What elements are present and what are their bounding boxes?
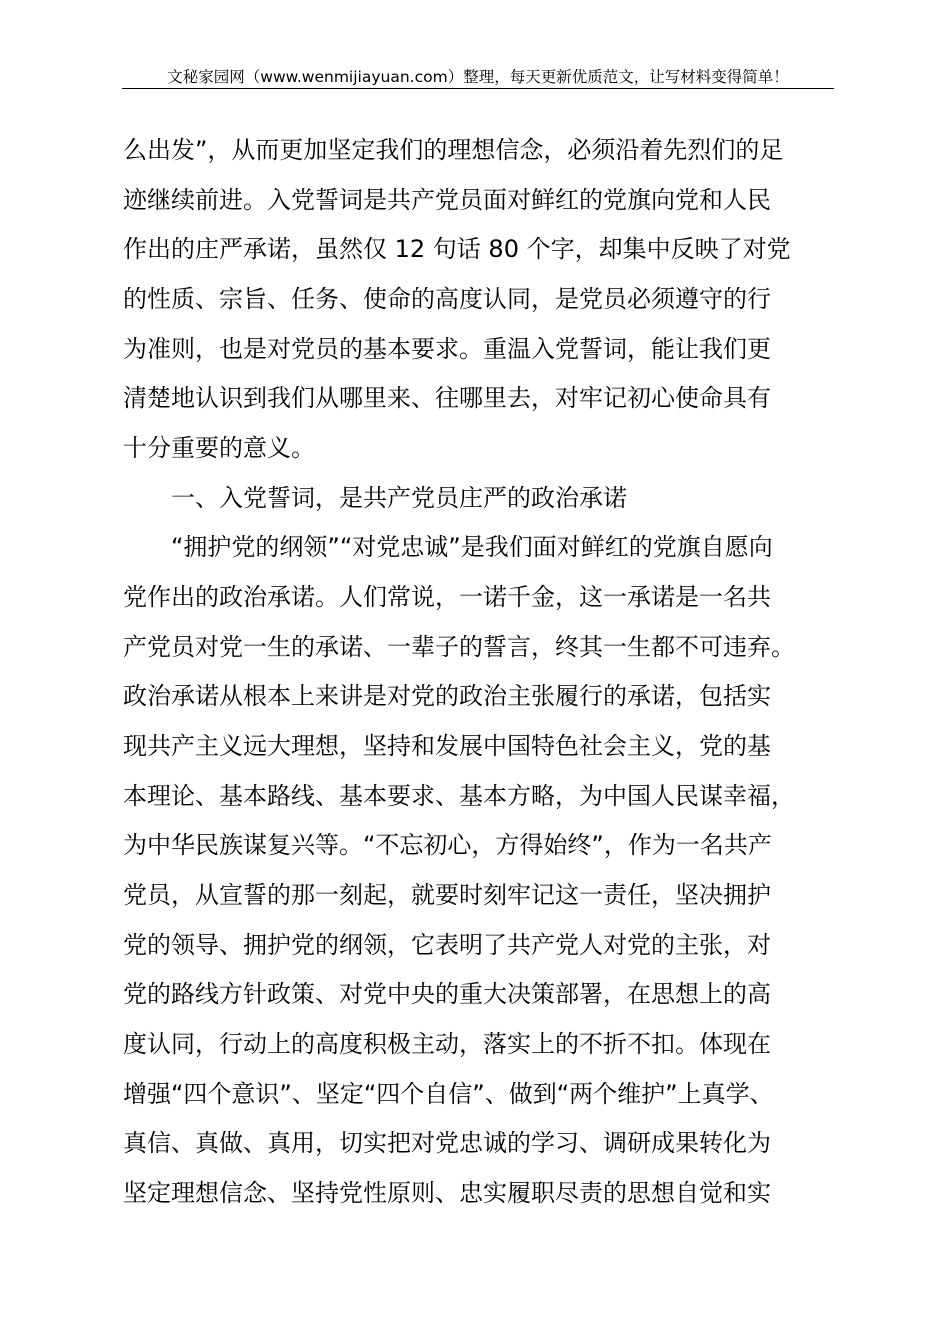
text-line: 十分重要的意义。 (123, 434, 315, 462)
text-line: 党的路线方针政策、对党中央的重大决策部署，在思想上的高 (123, 980, 771, 1008)
text-line: 坚定理想信念、坚持党性原则、忠实履职尽责的思想自觉和实 (123, 1179, 771, 1207)
text-line: 真信、真做、真用，切实把对党忠诚的学习、调研成果转化为 (123, 1129, 771, 1157)
text-line: 增强“四个意识”、坚定“四个自信”、做到“两个维护”上真学、 (123, 1080, 774, 1108)
text-line: 本理论、基本路线、基本要求、基本方略，为中国人民谋幸福， (123, 782, 795, 810)
text-line: 迹继续前进。入党誓词是共产党员面对鲜红的党旗向党和人民 (123, 186, 771, 214)
text-line: 党员，从宣誓的那一刻起，就要时刻牢记这一责任，坚决拥护 (123, 881, 771, 909)
text-line: 么出发”，从而更加坚定我们的理想信念，必须沿着先烈们的足 (123, 136, 784, 164)
text-line: 作出的庄严承诺，虽然仅 12 句话 80 个字，却集中反映了对党 (123, 235, 791, 263)
text-line: “拥护党的纲领”“对党忠诚”是我们面对鲜红的党旗自愿向 (123, 533, 773, 561)
text-line: 现共产主义远大理想，坚持和发展中国特色社会主义，党的基 (123, 732, 771, 760)
text-line: 为中华民族谋复兴等。“不忘初心，方得始终”，作为一名共产 (123, 831, 772, 859)
section-heading: 一、入党誓词，是共产党员庄严的政治承诺 (123, 484, 627, 512)
page-header: 文秘家园网（www.wenmijiayuan.com）整理，每天更新优质范文，让写材料变得简单！ (167, 68, 789, 86)
text-line: 清楚地认识到我们从哪里来、往哪里去，对牢记初心使命具有 (123, 384, 771, 412)
text-line: 产党员对党一生的承诺、一辈子的誓言，终其一生都不可违弃。 (123, 633, 795, 661)
text-line: 政治承诺从根本上来讲是对党的政治主张履行的承诺，包括实 (123, 682, 771, 710)
text-line: 的性质、宗旨、任务、使命的高度认同，是党员必须遵守的行 (123, 285, 771, 313)
text-line: 党作出的政治承诺。人们常说，一诺千金，这一承诺是一名共 (123, 583, 771, 611)
text-line: 党的领导、拥护党的纲领，它表明了共产党人对党的主张，对 (123, 931, 771, 959)
text-line: 为准则，也是对党员的基本要求。重温入党誓词，能让我们更 (123, 335, 771, 363)
header-divider (122, 88, 834, 89)
text-line: 度认同，行动上的高度积极主动，落实上的不折不扣。体现在 (123, 1030, 771, 1058)
